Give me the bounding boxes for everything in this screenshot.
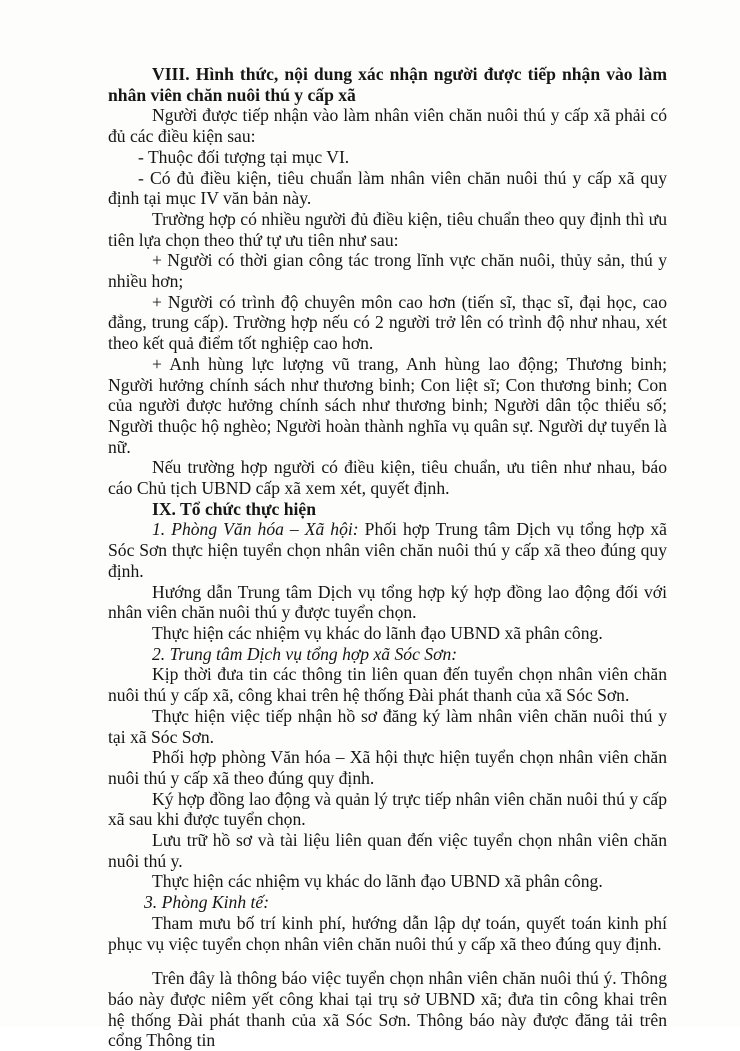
unit-2-title: 2. Trung tâm Dịch vụ tổng hợp xã Sóc Sơn: (152, 643, 458, 664)
unit-2-p2: Thực hiện việc tiếp nhận hồ sơ đăng ký làm nhân viên chăn nuôi thú y tại xã Sóc Sơn. (108, 705, 667, 747)
section-9-heading: IX. Tổ chức thực hiện (152, 498, 316, 519)
unit-2-p4: Ký hợp đồng lao động và quản lý trực tiếp nhân viên chăn nuôi thú y cấp xã sau khi được tuyển chọn. (108, 788, 667, 830)
unit-2-p3: Phối hợp phòng Văn hóa – Xã hội thực hiện tuyển chọn nhân viên chăn nuôi thú y cấp xã theo đúng quy định. (108, 747, 667, 788)
closing-paragraph: Trên đây là thông báo việc tuyển chọn nhân viên chăn nuôi thú ý. Thông báo này được niêm yết công khai tại trụ sở UBND xã; đưa tin công khai trên hệ thống Đài phát thanh của xã Sóc Sơn. Thông báo này được đăng tải trên cổng Thông tin (108, 968, 667, 1051)
condition-1: - Thuộc đối tượng tại mục VI. (138, 146, 350, 167)
unit-2-p5: Lưu trữ hồ sơ và tài liệu liên quan đến việc tuyển chọn nhân viên chăn nuôi thú y. (108, 830, 667, 871)
priority-intro: Trường hợp có nhiều người đủ điều kiện, tiêu chuẩn theo quy định thì ưu tiên lựa chọn theo thứ tự ưu tiên như sau: (108, 208, 667, 250)
unit-2-p6: Thực hiện các nhiệm vụ khác do lãnh đạo UBND xã phân công. (152, 871, 603, 892)
section-8-heading: VIII. Hình thức, nội dung xác nhận người được tiếp nhận vào làm nhân viên chăn nuôi thú y cấp xã (108, 64, 667, 105)
priority-2: + Người có trình độ chuyên môn cao hơn (tiến sĩ, thạc sĩ, đại học, cao đẳng, trung cấp). Trường hợp nếu có 2 người trở lên có trình độ như nhau, xét theo kết quả điểm tốt nghiệp cao hơn. (108, 291, 667, 354)
tie-rule: Nếu trường hợp người có điều kiện, tiêu chuẩn, ưu tiên như nhau, báo cáo Chủ tịch UBND cấp xã xem xét, quyết định. (108, 457, 667, 499)
unit-1-text: Phối hợp Trung tâm Dịch vụ tổng hợp xã Sóc Sơn thực hiện tuyển chọn nhân viên chăn nuôi thú y cấp xã theo đúng quy định. (108, 519, 667, 581)
unit-1-p3: Thực hiện các nhiệm vụ khác do lãnh đạo UBND xã phân công. (152, 622, 603, 643)
unit-2-p1: Kịp thời đưa tin các thông tin liên quan đến tuyển chọn nhân viên chăn nuôi thú y cấp xã, công khai trên hệ thống Đài phát thanh của xã Sóc Sơn. (108, 664, 667, 706)
priority-3: + Anh hùng lực lượng vũ trang, Anh hùng lao động; Thương binh; Người hưởng chính sách như thương binh; Con liệt sĩ; Con thương binh; Con của người được hưởng chính sách như thương binh; Người dân tộc thiểu số; Người thuộc hộ nghèo; Người hoàn thành nghĩa vụ quân sự. Người dự tuyển là nữ. (108, 353, 667, 457)
unit-1-title: 1. Phòng Văn hóa – Xã hội: (152, 519, 359, 540)
priority-1: + Người có thời gian công tác trong lĩnh vực chăn nuôi, thủy sản, thú y nhiều hơn; (108, 250, 667, 292)
unit-3-p1: Tham mưu bố trí kinh phí, hướng dẫn lập dự toán, quyết toán kinh phí phục vụ việc tuyển chọn nhân viên chăn nuôi thú y cấp xã theo đúng quy định. (108, 912, 667, 954)
unit-3-title: 3. Phòng Kinh tế: (144, 892, 270, 913)
unit-1-p2: Hướng dẫn Trung tâm Dịch vụ tổng hợp ký hợp đồng lao động đối với nhân viên chăn nuôi thú y được tuyển chọn. (108, 581, 667, 623)
section-8-intro: Người được tiếp nhận vào làm nhân viên chăn nuôi thú y cấp xã phải có đủ các điều kiện sau: (108, 105, 667, 147)
unit-1-paragraph (108, 519, 667, 581)
condition-2: - Có đủ điều kiện, tiêu chuẩn làm nhân viên chăn nuôi thú y cấp xã quy định tại mục IV văn bản này. (108, 167, 667, 209)
